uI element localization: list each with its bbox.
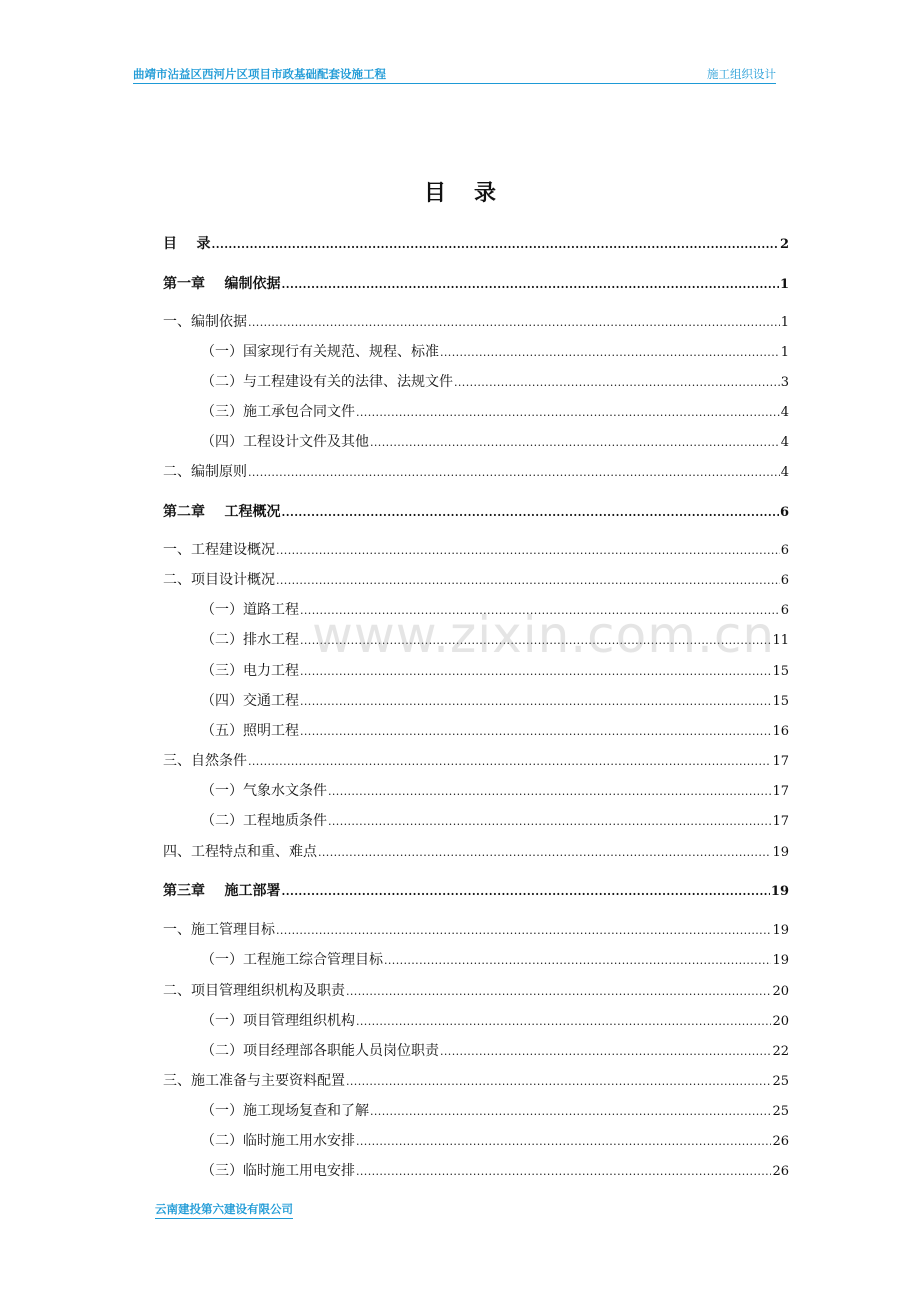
toc-entry-page: 1 <box>779 277 789 292</box>
toc-leader-dots <box>300 695 771 708</box>
toc-entry-label: 二、项目管理组织机构及职责 <box>163 983 345 999</box>
toc-leader-dots <box>346 985 771 998</box>
toc-entry[interactable] <box>163 273 789 293</box>
toc-entry-page: 19 <box>772 845 789 860</box>
toc-entry-page: 26 <box>772 1164 789 1179</box>
toc-leader-dots <box>440 346 780 359</box>
header-project-name: 曲靖市沾益区西河片区项目市政基础配套设施工程 <box>133 67 386 81</box>
toc-entry-label: 四、工程特点和重、难点 <box>163 844 317 860</box>
toc-entry-label: （一）项目管理组织机构 <box>201 1013 355 1029</box>
toc-entry-page: 11 <box>772 633 789 648</box>
toc-leader-dots <box>370 436 780 449</box>
toc-leader-dots <box>356 1135 771 1148</box>
toc-entry-label: 第二章 工程概况 <box>163 504 281 520</box>
toc-entry[interactable] <box>201 1160 789 1180</box>
toc-leader-dots <box>248 316 780 329</box>
toc-entry-label: （二）排水工程 <box>201 632 299 648</box>
toc-entry-page: 4 <box>780 435 789 450</box>
toc-leader-dots <box>276 544 780 557</box>
toc-entry[interactable] <box>201 810 789 830</box>
toc-entry[interactable] <box>201 1040 789 1060</box>
toc-leader-dots <box>328 815 771 828</box>
toc-entry-label: （一）施工现场复查和了解 <box>201 1103 369 1119</box>
toc-entry-page: 1 <box>780 345 789 360</box>
toc-leader-dots <box>212 238 779 251</box>
toc-entry-page: 19 <box>772 923 789 938</box>
toc-entry-page: 20 <box>772 984 789 999</box>
toc-entry-label: （三）施工承包合同文件 <box>201 404 355 420</box>
toc-entry[interactable] <box>201 949 789 969</box>
toc-entry[interactable] <box>163 1070 789 1090</box>
toc-entry-label: （四）交通工程 <box>201 693 299 709</box>
toc-entry[interactable] <box>163 233 789 253</box>
toc-entry[interactable] <box>201 431 789 451</box>
toc-entry[interactable] <box>201 371 789 391</box>
toc-entry[interactable] <box>163 980 789 1000</box>
toc-entry-label: 目 录 <box>163 236 211 252</box>
toc-entry-page: 17 <box>772 784 789 799</box>
toc-entry-label: （二）临时施工用水安排 <box>201 1133 355 1149</box>
toc-entry-page: 15 <box>772 694 789 709</box>
toc-entry-label: （二）工程地质条件 <box>201 813 327 829</box>
toc-leader-dots <box>356 1165 771 1178</box>
toc-entry-page: 6 <box>780 573 789 588</box>
page-title: 目录 <box>423 180 524 206</box>
toc-leader-dots <box>346 1075 771 1088</box>
toc-entry-page: 6 <box>780 543 789 558</box>
toc-leader-dots <box>300 665 771 678</box>
toc-leader-dots <box>248 466 780 479</box>
toc-leader-dots <box>356 1015 771 1028</box>
toc-entry-label: （二）项目经理部各职能人员岗位职责 <box>201 1043 439 1059</box>
watermark: www.zixin.com.cn <box>312 606 776 664</box>
page-header <box>133 66 776 84</box>
toc-entry-page: 25 <box>772 1104 789 1119</box>
footer-company-name: 云南建投第六建设有限公司 <box>155 1201 293 1219</box>
toc-entry-page: 2 <box>779 237 789 252</box>
toc-entry[interactable] <box>201 1010 789 1030</box>
toc-entry[interactable] <box>201 780 789 800</box>
toc-entry-page: 4 <box>780 465 789 480</box>
toc-entry[interactable] <box>163 311 789 331</box>
toc-entry-label: （一）国家现行有关规范、规程、标准 <box>201 344 439 360</box>
toc-entry-label: （五）照明工程 <box>201 723 299 739</box>
toc-entry[interactable] <box>201 690 789 710</box>
toc-leader-dots <box>282 278 779 291</box>
toc-entry-page: 22 <box>772 1044 789 1059</box>
toc-entry-page: 16 <box>772 724 789 739</box>
toc-entry-label: 一、编制依据 <box>163 314 247 330</box>
toc-entry[interactable] <box>201 1100 789 1120</box>
toc-leader-dots <box>440 1045 771 1058</box>
toc-entry-label: （三）电力工程 <box>201 663 299 679</box>
toc-leader-dots <box>454 376 780 389</box>
toc-entry-label: 第三章 施工部署 <box>163 883 281 899</box>
toc-leader-dots <box>384 954 771 967</box>
toc-entry[interactable] <box>201 401 789 421</box>
toc-entry[interactable] <box>163 539 789 559</box>
toc-entry-label: 一、工程建设概况 <box>163 542 275 558</box>
toc-entry-page: 19 <box>772 953 789 968</box>
toc-entry-page: 17 <box>772 814 789 829</box>
toc-leader-dots <box>356 406 780 419</box>
toc-leader-dots <box>282 506 779 519</box>
toc-entry[interactable] <box>163 880 789 900</box>
toc-entry-label: （一）气象水文条件 <box>201 783 327 799</box>
toc-entry-page: 6 <box>780 603 789 618</box>
toc-entry-page: 6 <box>779 505 789 520</box>
toc-entry-label: （三）临时施工用电安排 <box>201 1163 355 1179</box>
toc-entry-page: 15 <box>772 664 789 679</box>
toc-entry-page: 25 <box>772 1074 789 1089</box>
toc-entry[interactable] <box>201 341 789 361</box>
toc-leader-dots <box>276 574 780 587</box>
toc-entry-page: 4 <box>780 405 789 420</box>
toc-entry-label: 二、编制原则 <box>163 464 247 480</box>
toc-entry[interactable] <box>201 1130 789 1150</box>
toc-entry-page: 1 <box>780 315 789 330</box>
header-document-type: 施工组织设计 <box>707 67 776 81</box>
toc-entry-page: 20 <box>772 1014 789 1029</box>
toc-entry-page: 26 <box>772 1134 789 1149</box>
toc-entry[interactable] <box>163 841 789 861</box>
toc-entry[interactable] <box>163 569 789 589</box>
toc-entry-label: 三、自然条件 <box>163 753 247 769</box>
toc-entry-label: （二）与工程建设有关的法律、法规文件 <box>201 374 453 390</box>
toc-entry-page: 17 <box>772 754 789 769</box>
toc-entry-label: 三、施工准备与主要资料配置 <box>163 1073 345 1089</box>
toc-leader-dots <box>282 885 770 898</box>
toc-entry[interactable] <box>163 919 789 939</box>
toc-entry-label: （一）工程施工综合管理目标 <box>201 952 383 968</box>
toc-entry-page: 19 <box>770 884 789 899</box>
toc-entry-label: （四）工程设计文件及其他 <box>201 434 369 450</box>
toc-leader-dots <box>276 924 771 937</box>
toc-entry[interactable] <box>163 501 789 521</box>
toc-entry-label: 第一章 编制依据 <box>163 276 281 292</box>
toc-leader-dots <box>328 785 771 798</box>
toc-entry[interactable] <box>163 461 789 481</box>
toc-entry-label: 二、项目设计概况 <box>163 572 275 588</box>
toc-entry[interactable] <box>163 750 789 770</box>
toc-entry[interactable] <box>201 720 789 740</box>
toc-entry-label: 一、施工管理目标 <box>163 922 275 938</box>
toc-leader-dots <box>318 846 771 859</box>
toc-leader-dots <box>300 725 771 738</box>
toc-leader-dots <box>370 1105 771 1118</box>
toc-entry-label: （一）道路工程 <box>201 602 299 618</box>
toc-entry-page: 3 <box>780 375 789 390</box>
toc-leader-dots <box>248 755 771 768</box>
